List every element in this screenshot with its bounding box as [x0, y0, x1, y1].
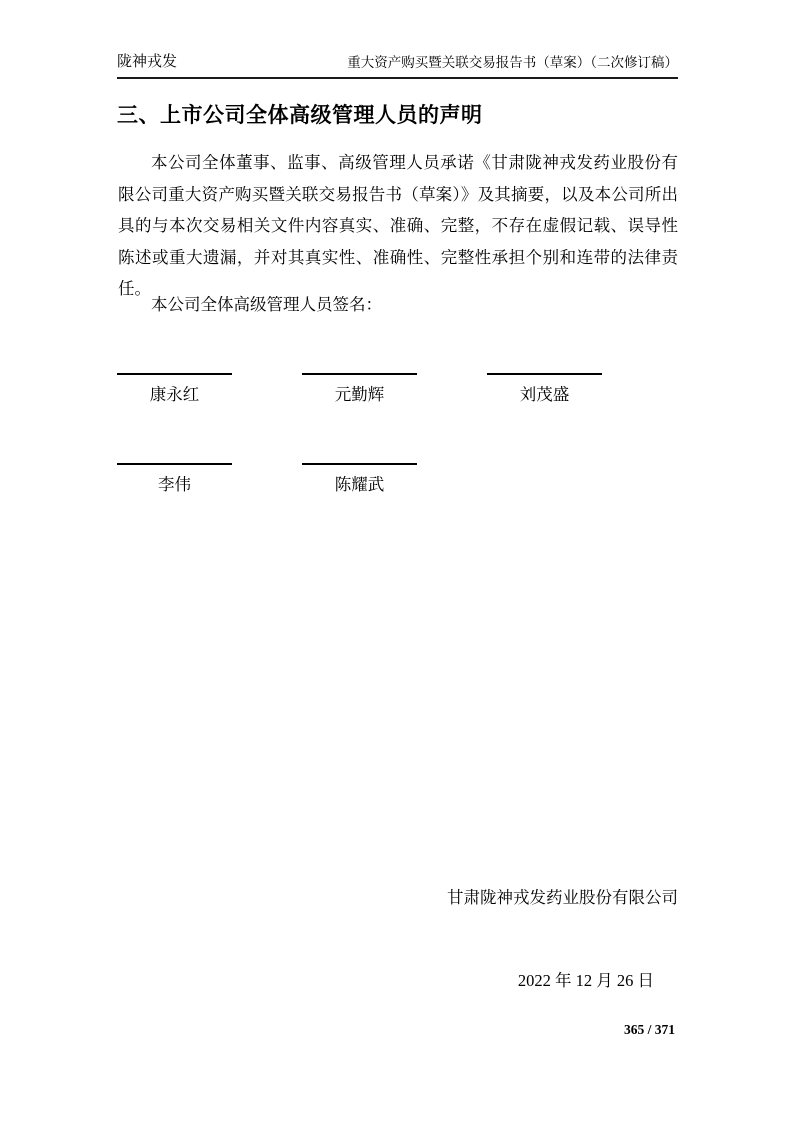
signer-name: 陈耀武 — [334, 475, 385, 494]
signature-line — [487, 373, 602, 375]
header-report-title: 重大资产购买暨关联交易报告书（草案）（二次修订稿） — [347, 55, 678, 70]
signature-line — [117, 463, 232, 465]
signer-name: 李伟 — [158, 475, 191, 494]
signature-line — [302, 373, 417, 375]
closing-date: 2022 年 12 月 26 日 — [517, 971, 654, 990]
signature-line — [302, 463, 417, 465]
page-header — [117, 50, 678, 79]
signature-block — [117, 373, 232, 405]
page-number: 365 / 371 — [623, 1022, 675, 1037]
signer-name: 刘茂盛 — [519, 385, 570, 404]
signature-block — [117, 463, 232, 495]
signature-block — [302, 373, 417, 405]
signature-prompt: 本公司全体高级管理人员签名： — [151, 295, 382, 314]
declaration-paragraph: 本公司全体董事、监事、高级管理人员承诺《甘肃陇神戎发药业股份有限公司重大资产购买暨关联交易报告书（草案）》及其摘要，以及本公司所出具的与本次交易相关文件内容真实、准确、完整，不存在虚假记载、误导性陈述或重大遗漏，并对其真实性、准确性、完整性承担个别和连带的法律责任。 — [118, 153, 678, 298]
signer-name: 康永红 — [149, 385, 200, 404]
signature-block — [487, 373, 602, 405]
section-title: 三、上市公司全体高级管理人员的声明 — [117, 104, 483, 127]
header-company-short-name: 陇神戎发 — [117, 54, 178, 70]
closing-company-name: 甘肃陇神戎发药业股份有限公司 — [447, 888, 678, 907]
signature-block — [302, 463, 417, 495]
signature-line — [117, 373, 232, 375]
signer-name: 元勤辉 — [334, 385, 385, 404]
